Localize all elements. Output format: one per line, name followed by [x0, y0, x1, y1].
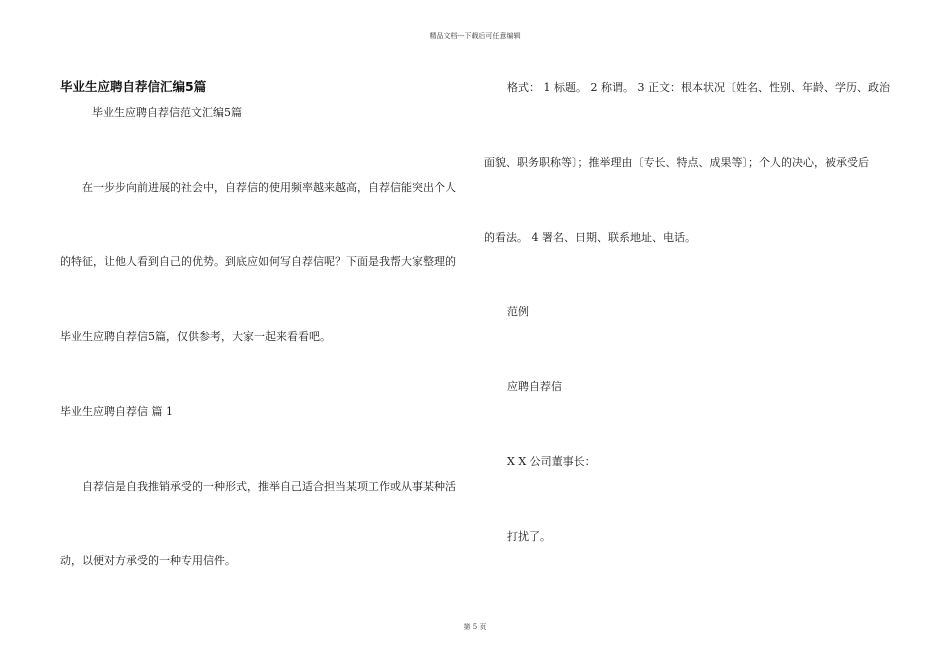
letter-salutation: X X 公司董事长：: [507, 455, 596, 468]
format-line-1: 格式： 1 标题。 2 称谓。 3 正文：根本状况〔姓名、性别、年龄、学历、政治: [507, 81, 890, 94]
page-header: 精品文档---下载后可任意编辑: [429, 32, 521, 40]
document-title: 毕业生应聘自荐信汇编5篇: [60, 79, 207, 94]
letter-title: 应聘自荐信: [507, 380, 562, 393]
format-line-2: 面貌、职务职称等〕；推举理由〔专长、特点、成果等〕；个人的决心，被承受后: [484, 156, 869, 169]
section-heading: 毕业生应聘自荐信 篇 1: [60, 405, 173, 418]
page-number: 第 5 页: [463, 623, 487, 631]
body-paragraph-line-1: 自荐信是自我推销承受的一种形式，推举自己适合担当某项工作或从事某种活: [82, 480, 456, 493]
document-subtitle: 毕业生应聘自荐信范文汇编5篇: [92, 106, 242, 119]
format-line-3: 的看法。 4 署名、日期、联系地址、电话。: [484, 231, 696, 244]
body-paragraph-line-2: 动，以便对方承受的一种专用信件。: [60, 554, 236, 567]
intro-paragraph-line-1: 在一步步向前进展的社会中，自荐信的使用频率越来越高，自荐信能突出个人: [82, 181, 456, 194]
example-label: 范例: [507, 305, 529, 318]
letter-greeting: 打扰了。: [507, 530, 551, 543]
intro-paragraph-line-2: 的特征，让他人看到自己的优势。到底应如何写自荐信呢？下面是我帮大家整理的: [60, 255, 456, 268]
intro-paragraph-line-3: 毕业生应聘自荐信5篇，仅供参考，大家一起来看看吧。: [60, 330, 331, 343]
